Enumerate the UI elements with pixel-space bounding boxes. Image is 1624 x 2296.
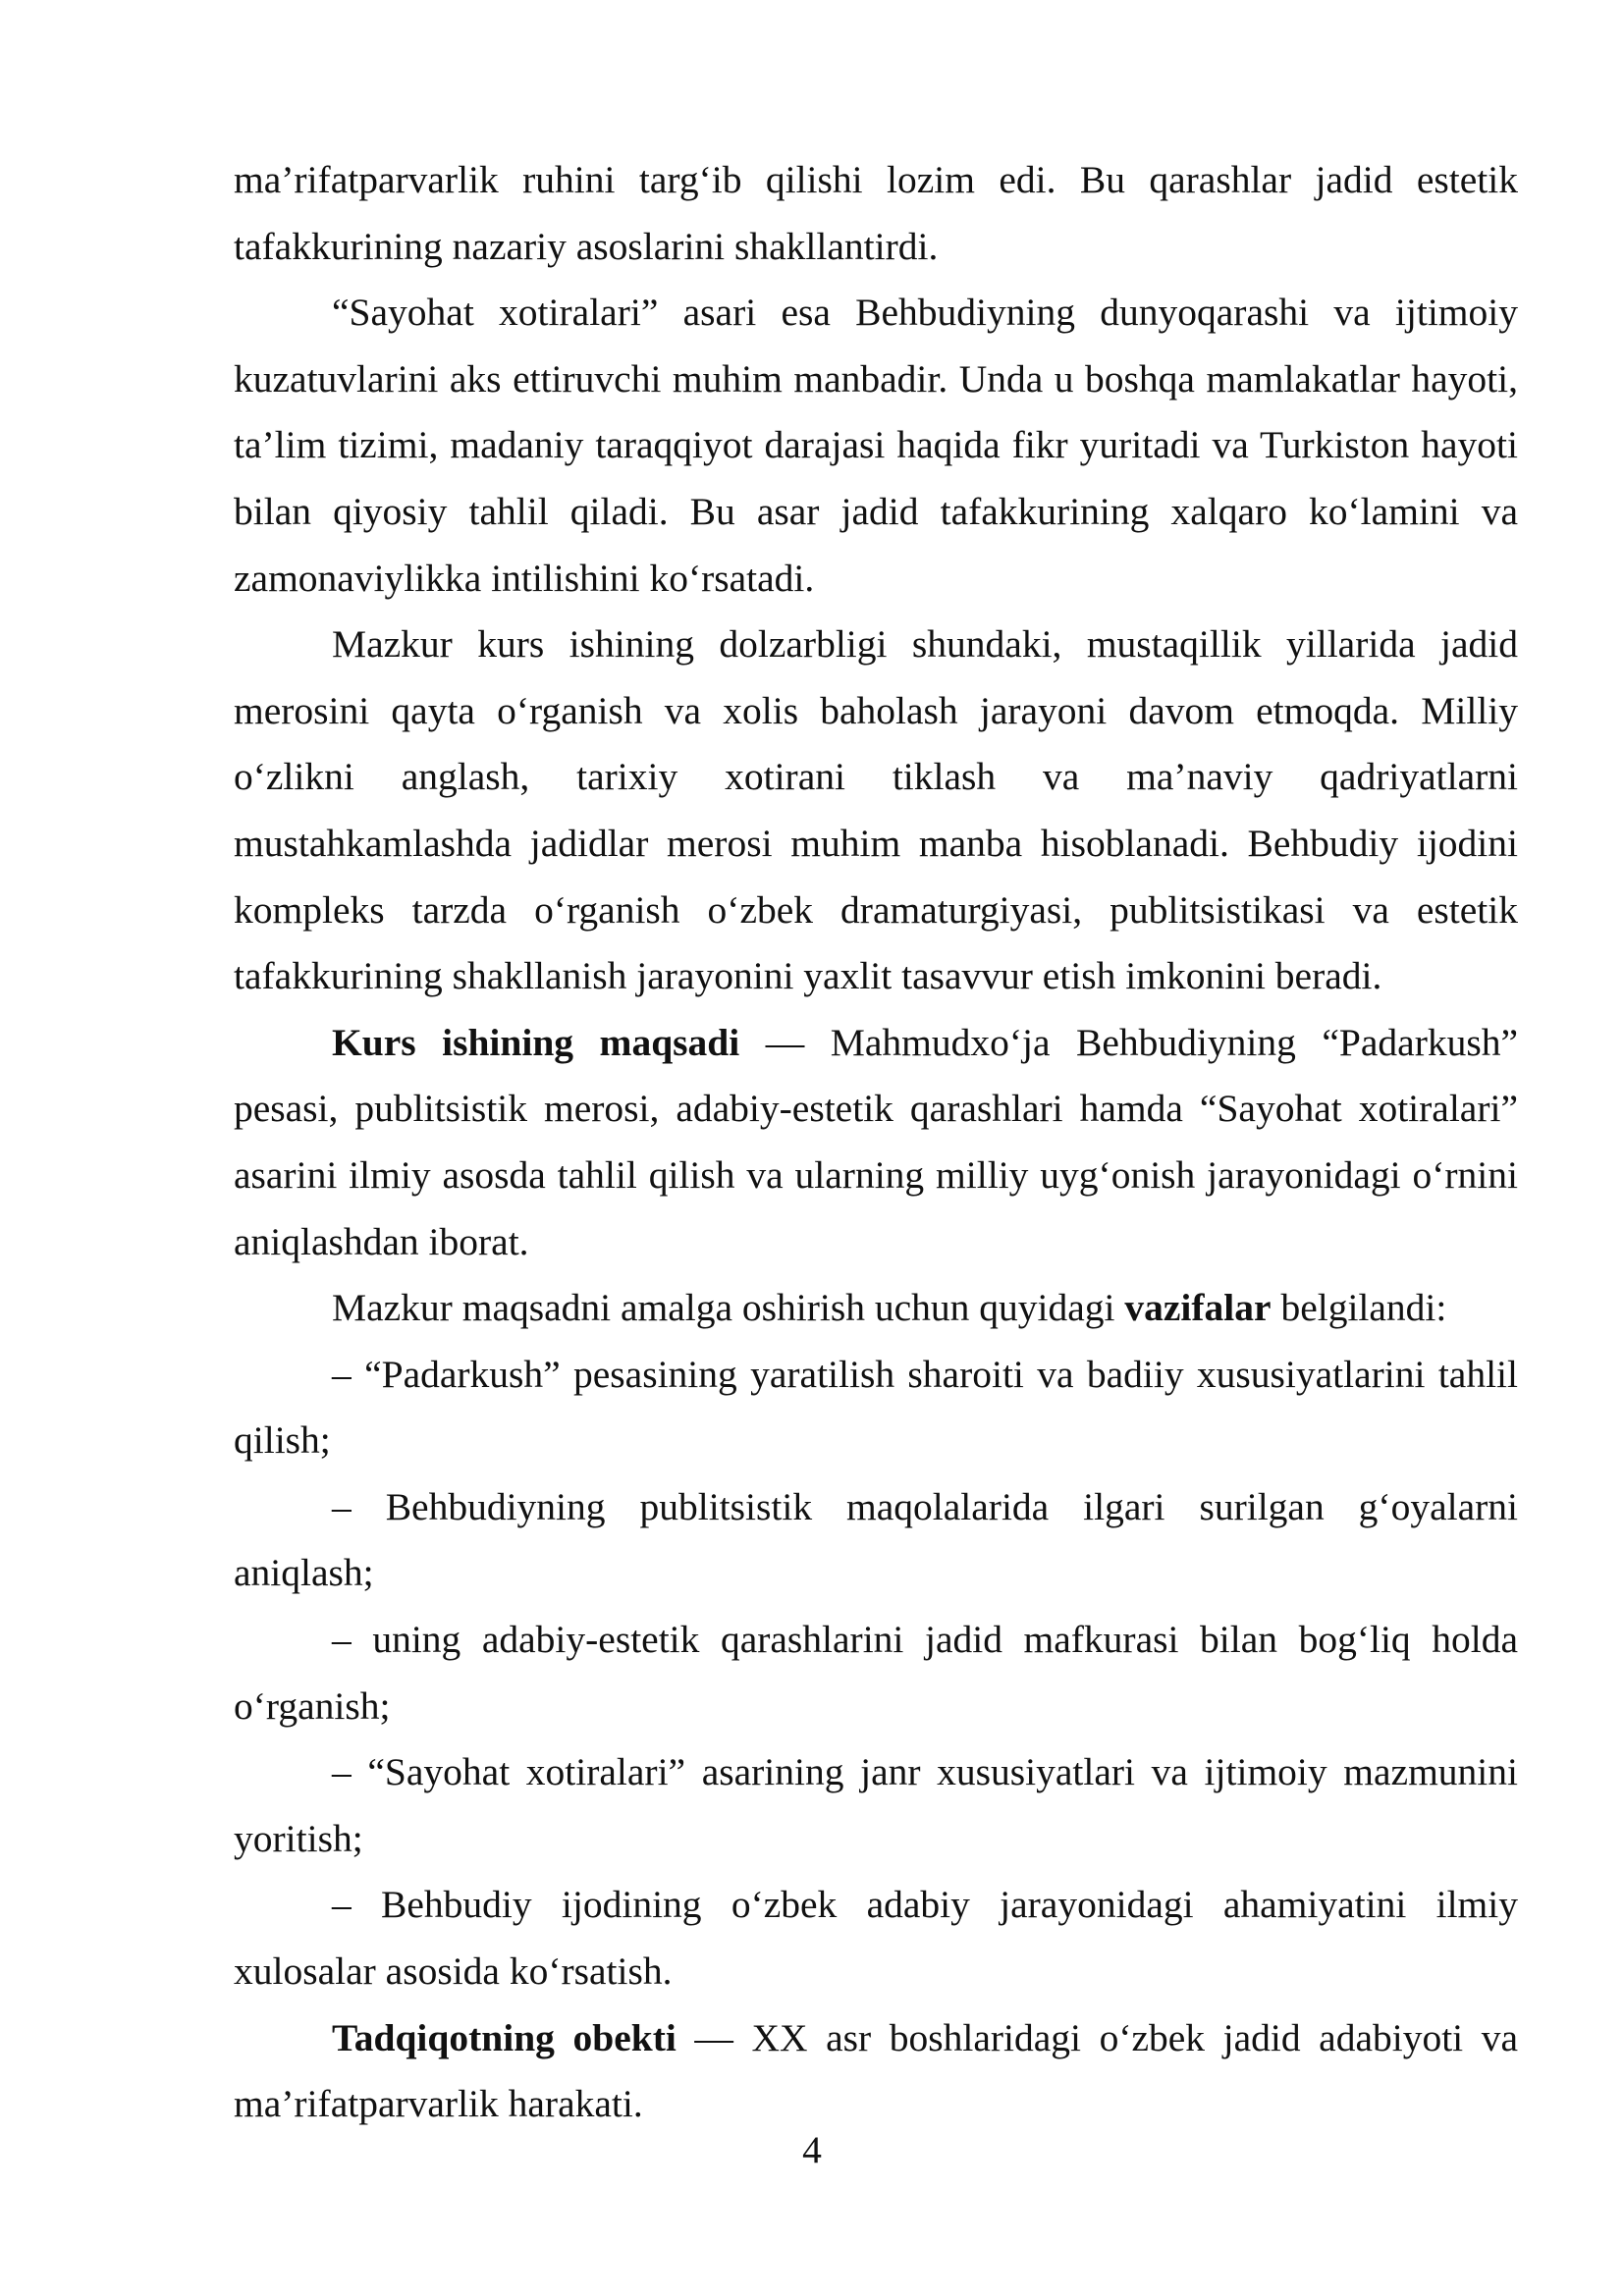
paragraph-1 [234,147,1518,280]
task-item-1 [234,1342,1518,1474]
paragraph-object [234,2005,1518,2138]
task-item-1-text: – “Padarkush” pesasining yaratilish sharoiti va badiiy xususiyatlarini tahlil qilish; [234,1352,1518,1463]
paragraph-3 [234,612,1518,1010]
paragraph-2-text: “Sayohat xotiralari” asari esa Behbudiyning dunyoqarashi va ijtimoiy kuzatuvlarini aks ettiruvchi muhim manbadir. Unda u boshqa mamlakatlar hayoti, ta’lim tizimi, madaniy taraqqiyot darajasi haqida fikr yuritadi va Turkiston hayoti bilan qiyosiy tahlil qiladi. Bu asar jadid tafakkurining xalqaro ko‘lamini va zamonaviylikka intilishini ko‘rsatadi. [234,291,1518,600]
paragraph-tasks-intro [234,1275,1518,1342]
paragraph-2 [234,280,1518,612]
tasks-keyword: vazifalar [1124,1286,1272,1330]
page-body [234,147,1518,2138]
paragraph-3-text: Mazkur kurs ishining dolzarbligi shundaki, mustaqillik yillarida jadid merosini qayta o‘rganish va xolis baholash jarayoni davom etmoqda. Milliy o‘zlikni anglash, tarixiy xotirani tiklash va ma’naviy qadriyatlarni mustahkamlashda jadidlar merosi muhim manba hisoblanadi. Behbudiy ijodini kompleks tarzda o‘rganish o‘zbek dramaturgiyasi, publitsistikasi va estetik tafakkurining shakllanish jarayonini yaxlit tasavvur etish imkonini beradi. [234,622,1518,998]
goal-text: — Mahmudxo‘ja Behbudiyning “Padarkush” pesasi, publitsistik merosi, adabiy-estetik qarashlari hamda “Sayohat xotiralari” asarini ilmiy asosda tahlil qilish va ularning milliy uyg‘onish jarayonidagi o‘rnini aniqlashdan iborat. [234,1020,1518,1263]
tasks-intro-after: belgilandi: [1271,1286,1447,1330]
tasks-intro-before: Mazkur maqsadni amalga oshirish uchun quyidagi [332,1286,1125,1330]
task-item-3-text: – uning adabiy-estetik qarashlarini jadid mafkurasi bilan bog‘liq holda o‘rganish; [234,1618,1518,1728]
task-item-5 [234,1872,1518,2004]
task-item-4-text: – “Sayohat xotiralari” asarining janr xususiyatlari va ijtimoiy mazmunini yoritish; [234,1750,1518,1860]
page-number: 4 [802,2128,822,2171]
object-text: — XX asr boshlaridagi o‘zbek jadid adabiyoti va ma’rifatparvarlik harakati. [234,2015,1519,2126]
object-heading: Tadqiqotning obekti [332,2015,677,2059]
task-item-2-text: – Behbudiyning publitsistik maqolalarida ilgari surilgan g‘oyalarni aniqlash; [234,1484,1518,1595]
task-item-3 [234,1607,1518,1739]
task-item-5-text: – Behbudiy ijodining o‘zbek adabiy jarayonidagi ahamiyatini ilmiy xulosalar asosida ko‘rsatish. [234,1883,1518,1994]
task-item-2 [234,1474,1518,1607]
goal-heading: Kurs ishining maqsadi [332,1020,740,1064]
paragraph-goal [234,1010,1518,1275]
paragraph-1-text: ma’rifatparvarlik ruhini targ‘ib qilishi lozim edi. Bu qarashlar jadid estetik tafakkurining nazariy asoslarini shakllantirdi. [234,158,1518,268]
task-item-4 [234,1739,1518,1872]
